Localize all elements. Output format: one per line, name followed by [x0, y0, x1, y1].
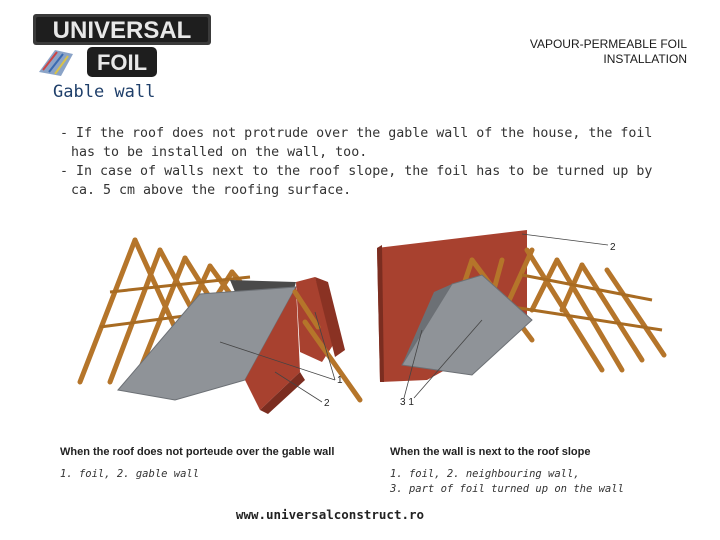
figure-left-caption: When the roof does not porteude over the gable wall [60, 446, 335, 458]
svg-text:UNIVERSAL: UNIVERSAL [52, 17, 192, 44]
figure-label-3-1: 3 1 [400, 397, 414, 408]
figure-left-legend [60, 467, 199, 482]
instruction-list [60, 124, 680, 200]
instruction-item: - If the roof does not protrude over the gable wall of the house, the foil has to be installed on the wall, too. [60, 126, 653, 160]
figure-wall-next-to-slope [372, 220, 672, 425]
figure-label-1: 1 [337, 375, 343, 386]
svg-text:FOIL: FOIL [96, 50, 148, 75]
universal-foil-logo [33, 14, 211, 80]
figure-right-legend [390, 467, 624, 497]
instruction-item: - In case of walls next to the roof slope, the foil has to be turned up by ca. 5 cm above the roofing surface. [60, 164, 653, 198]
figure-right-caption: When the wall is next to the roof slope [390, 446, 591, 458]
section-title: Gable wall [53, 82, 156, 102]
document-header [530, 37, 687, 67]
header-line-2: INSTALLATION [603, 52, 687, 66]
legend-line: 1. foil, 2. gable wall [60, 468, 200, 480]
header-line-1: VAPOUR-PERMEABLE FOIL [529, 37, 687, 51]
figure-label-2: 2 [324, 398, 330, 409]
legend-line: 1. foil, 2. neighbouring wall, [390, 468, 580, 480]
foil-roll-icon [39, 50, 73, 76]
legend-line: 3. part of foil turned up on the wall [390, 483, 624, 495]
website-link[interactable]: www.universalconstruct.ro [235, 507, 425, 522]
figure-label-2: 2 [610, 242, 616, 253]
figure-roof-not-protruding [60, 232, 370, 422]
